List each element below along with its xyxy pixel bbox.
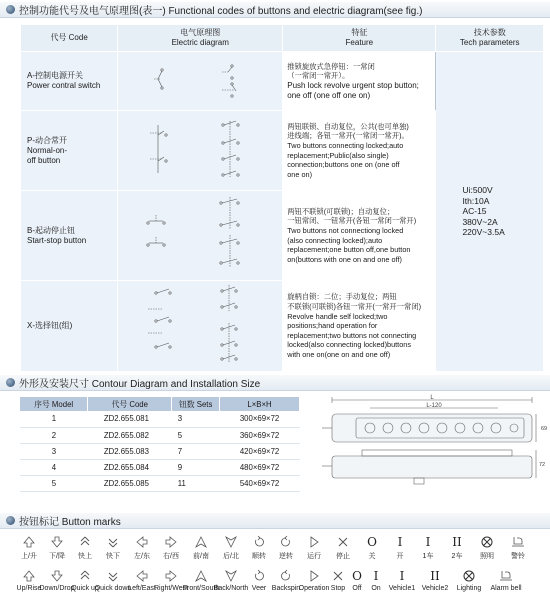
stop-icon: [332, 569, 344, 583]
button-marks-row-en: [16, 569, 546, 592]
off-glyph: O: [352, 569, 362, 583]
table-row: 1 ZD2.655.081 3 300×69×72: [20, 411, 300, 427]
circuit-diagram-icon: [118, 281, 282, 369]
electric-diagram-p: [118, 111, 283, 191]
electric-diagram-x: [118, 281, 283, 372]
mark-down: Down/Drop: [42, 569, 72, 592]
electric-diagram-a: [118, 52, 283, 111]
mark-left: Left/East: [128, 569, 156, 592]
mark-front: 前/南: [186, 535, 216, 561]
contour-size-table: [20, 397, 300, 492]
contour-drawing: [322, 394, 546, 502]
clockwise-icon: [253, 535, 265, 549]
circuit-diagram-icon: [118, 191, 282, 278]
bullet-icon: [6, 378, 15, 387]
double-arrow-down-icon: [107, 535, 119, 549]
mark-vehicle1: I 1车: [422, 535, 434, 560]
table-row: 5 ZD2.655.085 11 540×69×72: [20, 475, 300, 491]
arrow-down-icon: [51, 569, 63, 583]
mark-up: 上/升: [16, 535, 42, 561]
mark-quick-up: 快上: [72, 535, 98, 561]
mark-veer: 顺转: [246, 535, 272, 561]
code-cell: X-选择钮(组): [21, 281, 118, 372]
mark-off: O 关: [367, 535, 377, 560]
bullet-icon: [6, 5, 15, 14]
section-header-contour: [0, 375, 550, 391]
mark-operation: Operation: [300, 569, 328, 592]
mark-on: I On: [371, 569, 381, 592]
lighting-icon: [481, 535, 493, 549]
bullet-icon: [6, 516, 15, 525]
arrow-right-icon: [165, 535, 177, 549]
feature-cell: 旋柄自锁：二位；手动复位；两钮 不联锁(可联锁)各钮一常开(一常开一常闭) Revolve handle self locked;two positions;hand operation for replacement;two buttons not connecting locked(also connecting locked)buttons with one on(one on and one off): [283, 281, 436, 372]
mark-front: Front/South: [186, 569, 216, 592]
dimension-L: L: [430, 395, 434, 401]
feature-cell: 两钮联锁、自动复位，公共(也可单独) 进线端；各钮一常开(一常闭一常开)。 Two buttons connecting locked;auto replacement;Public(also single) connection;buttons one on (one off one on): [283, 111, 436, 191]
arrow-back-icon: [225, 535, 237, 549]
mark-backspin: Backspin: [272, 569, 300, 592]
mark-quick-up: Quick up: [72, 569, 98, 592]
on-glyph: I: [373, 569, 379, 583]
play-icon: [308, 535, 320, 549]
arrow-left-icon: [136, 535, 148, 549]
circuit-diagram-icon: [118, 52, 282, 108]
vehicle1-glyph: I: [425, 535, 431, 549]
arrow-up-icon: [23, 569, 35, 583]
arrow-right-icon: [165, 569, 177, 583]
functional-codes-table: [20, 24, 544, 372]
header-diagram: 电气原理图 Electric diagram: [118, 25, 283, 52]
mark-veer: Veer: [246, 569, 272, 592]
double-arrow-up-icon: [79, 569, 91, 583]
feature-cell: 推锁旋放式急停钮：一常闭 （一常闭一常开）。 Push lock revolve urgent stop button; one off (one off one on): [283, 52, 436, 111]
section-title: 按钮标记 Button marks: [19, 517, 121, 528]
bell-icon: [499, 569, 513, 583]
header-dimensions: L×B×H: [220, 397, 300, 411]
table-row: 2 ZD2.655.082 5 360×69×72: [20, 427, 300, 443]
electric-diagram-b: [118, 191, 283, 281]
mark-quick-down: Quick down: [98, 569, 128, 592]
mark-lighting: Lighting: [452, 569, 486, 592]
mark-alarm-bell: Alarm bell: [486, 569, 526, 592]
header-sets: 钮数 Sets: [172, 397, 220, 411]
stop-icon: [337, 535, 349, 549]
dimension-69: 69: [541, 426, 548, 432]
mark-right: 右/西: [156, 535, 186, 561]
clockwise-icon: [253, 569, 265, 583]
header-feature: 特征 Feature: [283, 25, 436, 52]
mark-lighting: 照明: [472, 535, 502, 561]
section-header-button-marks: [0, 513, 550, 529]
double-arrow-up-icon: [79, 535, 91, 549]
header-tech: 技术参数 Tech parameters: [436, 25, 544, 52]
table-row: 4 ZD2.655.084 9 480×69×72: [20, 459, 300, 475]
mark-vehicle1: I Vehicle1: [388, 569, 416, 592]
vehicle2-glyph: II: [430, 569, 440, 583]
on-glyph: I: [397, 535, 403, 549]
mark-alarm-bell: 警铃: [502, 535, 534, 561]
double-arrow-down-icon: [107, 569, 119, 583]
header-code: 代号 Code: [88, 397, 172, 411]
arrow-front-icon: [195, 535, 207, 549]
mark-backspin: 逆转: [272, 535, 300, 561]
mark-quick-down: 快下: [98, 535, 128, 561]
counterclockwise-icon: [280, 535, 292, 549]
mark-operation: 运行: [300, 535, 328, 561]
arrow-left-icon: [136, 569, 148, 583]
mark-down: 下/降: [42, 535, 72, 561]
circuit-diagram-icon: [118, 111, 282, 188]
off-glyph: O: [367, 535, 377, 549]
mark-back: Back/North: [216, 569, 246, 592]
vehicle1-glyph: I: [399, 569, 405, 583]
mark-on: I 开: [396, 535, 404, 560]
section-title: 控制功能代号及电气原理图(表一) Functional codes of buttons and electric diagram(see fig.): [19, 6, 423, 17]
feature-cell: 两钮不联锁(可联锁)；自动复位； 一钮常闭、一钮常开(各钮一常闭一常开) Two buttons not connectiong locked (also connecting locked);auto replacement;one button off,one button on(buttons with one on and one off): [283, 191, 436, 281]
mark-right: Right/West: [156, 569, 186, 592]
mark-stop: Stop: [328, 569, 348, 592]
dimension-L-120: L-120: [426, 403, 442, 409]
vehicle2-glyph: II: [452, 535, 462, 549]
section-header-functional-codes: [0, 2, 550, 18]
mark-left: 左/东: [128, 535, 156, 561]
table-row: [21, 52, 544, 111]
arrow-front-icon: [195, 569, 207, 583]
dimension-72: 72: [539, 462, 546, 468]
tech-parameters-cell: Ui:500V Ith:10A AC-15 380V~2A 220V~3.5A: [436, 52, 544, 372]
table-row: 3 ZD2.655.083 7 420×69×72: [20, 443, 300, 459]
code-cell: B-起动停止钮 Start-stop button: [21, 191, 118, 281]
arrow-up-icon: [23, 535, 35, 549]
mark-stop: 停止: [328, 535, 358, 561]
lighting-icon: [463, 569, 475, 583]
mark-vehicle2: II Vehicle2: [421, 569, 449, 592]
bell-icon: [511, 535, 525, 549]
header-model: 序号 Model: [20, 397, 88, 411]
button-marks-row-cn: [16, 535, 546, 561]
play-icon: [308, 569, 320, 583]
code-cell: P-动合常开 Normal-on- off button: [21, 111, 118, 191]
section-title: 外形及安装尺寸 Contour Diagram and Installation Size: [19, 379, 261, 390]
mark-off: O Off: [352, 569, 362, 592]
counterclockwise-icon: [280, 569, 292, 583]
arrow-back-icon: [225, 569, 237, 583]
code-cell: A-控制电源开关 Power contral switch: [21, 52, 118, 111]
mark-vehicle2: II 2车: [451, 535, 463, 560]
mark-up: Up/Rise: [16, 569, 42, 592]
mark-back: 后/北: [216, 535, 246, 561]
arrow-down-icon: [51, 535, 63, 549]
header-code: 代号 Code: [21, 25, 118, 52]
